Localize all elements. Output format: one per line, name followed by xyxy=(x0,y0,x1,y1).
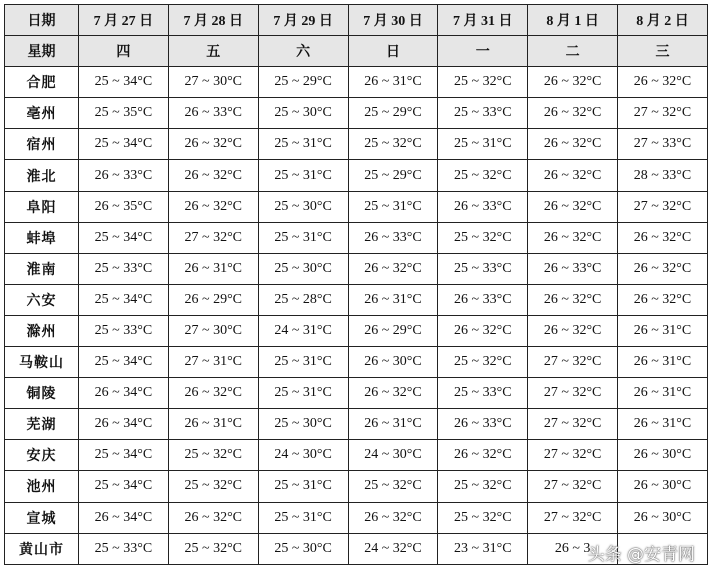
temperature-cell: 26 ~ 32°C xyxy=(348,253,438,284)
temperature-cell: 25 ~ 31°C xyxy=(438,129,528,160)
table-row xyxy=(5,502,708,533)
temperature-cell: 26 ~ 29°C xyxy=(348,315,438,346)
temperature-cell: 26 ~ 32°C xyxy=(618,284,708,315)
temperature-cell: 27 ~ 30°C xyxy=(168,67,258,98)
temperature-cell: 26 ~ 30°C xyxy=(618,440,708,471)
city-name-cell: 滁州 xyxy=(5,315,79,346)
temperature-cell: 25 ~ 34°C xyxy=(79,440,169,471)
table-row xyxy=(5,409,708,440)
date-cell: 8 月 2 日 xyxy=(618,5,708,36)
date-cell: 7 月 31 日 xyxy=(438,5,528,36)
temperature-cell: 26 ~ 34°C xyxy=(79,502,169,533)
temperature-cell: 26 ~ 33°C xyxy=(438,409,528,440)
temperature-cell: 25 ~ 32°C xyxy=(438,67,528,98)
watermark-text: 头条 @安青网 xyxy=(587,545,695,565)
temperature-cell: 26 ~ 31°C xyxy=(348,284,438,315)
weekday-cell: 三 xyxy=(618,36,708,67)
city-name-cell: 宿州 xyxy=(5,129,79,160)
temperature-cell: 26 ~ 33°C xyxy=(79,160,169,191)
table-row xyxy=(5,67,708,98)
temperature-cell: 27 ~ 30°C xyxy=(168,315,258,346)
temperature-cell: 25 ~ 29°C xyxy=(258,67,348,98)
temperature-cell: 26 ~ 32°C xyxy=(528,222,618,253)
city-name-cell: 亳州 xyxy=(5,98,79,129)
weekday-cell: 五 xyxy=(168,36,258,67)
temperature-cell: 25 ~ 32°C xyxy=(168,533,258,564)
temperature-cell: 26 ~ 33°C xyxy=(438,284,528,315)
temperature-cell: 25 ~ 33°C xyxy=(438,98,528,129)
temperature-cell: 26 ~ 32°C xyxy=(528,191,618,222)
temperature-cell: 27 ~ 32°C xyxy=(528,347,618,378)
temperature-cell: 26 ~ 31°C xyxy=(348,67,438,98)
table-row xyxy=(5,222,708,253)
temperature-cell: 25 ~ 28°C xyxy=(258,284,348,315)
date-cell: 8 月 1 日 xyxy=(528,5,618,36)
temperature-cell: 24 ~ 32°C xyxy=(348,533,438,564)
temperature-cell: 26 ~ 31°C xyxy=(168,253,258,284)
city-name-cell: 安庆 xyxy=(5,440,79,471)
temperature-cell: 23 ~ 31°C xyxy=(438,533,528,564)
table-row xyxy=(5,253,708,284)
temperature-cell: 28 ~ 33°C xyxy=(618,160,708,191)
temperature-cell: 25 ~ 34°C xyxy=(79,67,169,98)
temperature-cell: 26 ~ 30°C xyxy=(618,502,708,533)
temperature-cell: 27 ~ 32°C xyxy=(618,98,708,129)
temperature-cell: 27 ~ 32°C xyxy=(528,502,618,533)
temperature-cell: 25 ~ 30°C xyxy=(258,253,348,284)
temperature-cell: 25 ~ 33°C xyxy=(79,315,169,346)
temperature-cell: 25 ~ 32°C xyxy=(438,347,528,378)
temperature-cell: 26 ~ 32°C xyxy=(168,191,258,222)
table-row xyxy=(5,129,708,160)
forecast-table-container xyxy=(4,4,707,565)
date-cell: 7 月 29 日 xyxy=(258,5,348,36)
table-row xyxy=(5,98,708,129)
temperature-cell: 26 ~ 32°C xyxy=(528,284,618,315)
date-cell: 7 月 28 日 xyxy=(168,5,258,36)
city-name-cell: 芜湖 xyxy=(5,409,79,440)
temperature-cell: 26 ~ 32°C xyxy=(528,160,618,191)
temperature-cell: 27 ~ 31°C xyxy=(168,347,258,378)
temperature-cell: 26 ~ 3 xyxy=(528,533,618,564)
weekday-cell: 四 xyxy=(79,36,169,67)
city-name-cell: 蚌埠 xyxy=(5,222,79,253)
temperature-cell: 25 ~ 33°C xyxy=(438,378,528,409)
table-row xyxy=(5,160,708,191)
temperature-cell: 26 ~ 33°C xyxy=(528,253,618,284)
city-name-cell: 黄山市 xyxy=(5,533,79,564)
temperature-cell: 27 ~ 32°C xyxy=(528,471,618,502)
temperature-cell: 25 ~ 34°C xyxy=(79,129,169,160)
city-name-cell: 合肥 xyxy=(5,67,79,98)
temperature-cell: 25 ~ 30°C xyxy=(258,533,348,564)
temperature-cell: 25 ~ 31°C xyxy=(258,378,348,409)
temperature-cell: 25 ~ 33°C xyxy=(79,533,169,564)
date-cell: 7 月 30 日 xyxy=(348,5,438,36)
temperature-cell: 26 ~ 33°C xyxy=(438,191,528,222)
table-row xyxy=(5,347,708,378)
temperature-cell: 26 ~ 32°C xyxy=(618,67,708,98)
temperature-cell: 25 ~ 31°C xyxy=(258,347,348,378)
temperature-cell: 26 ~ 32°C xyxy=(168,378,258,409)
temperature-cell: 24 ~ 30°C xyxy=(258,440,348,471)
temperature-cell: 26 ~ 31°C xyxy=(168,409,258,440)
weekday-header-row xyxy=(5,36,708,67)
temperature-cell: 25 ~ 31°C xyxy=(258,129,348,160)
temperature-cell: 26 ~ 32°C xyxy=(528,67,618,98)
temperature-cell: 26 ~ 30°C xyxy=(348,347,438,378)
temperature-cell: 25 ~ 32°C xyxy=(168,440,258,471)
city-name-cell: 六安 xyxy=(5,284,79,315)
temperature-cell: 25 ~ 32°C xyxy=(348,129,438,160)
temperature-cell: 26 ~ 32°C xyxy=(168,502,258,533)
temperature-cell: 25 ~ 29°C xyxy=(348,160,438,191)
temperature-cell: 24 ~ 31°C xyxy=(258,315,348,346)
temperature-cell: 26 ~ 32°C xyxy=(168,129,258,160)
temperature-cell: 26 ~ 32°C xyxy=(528,315,618,346)
temperature-cell: 26 ~ 32°C xyxy=(348,378,438,409)
table-row xyxy=(5,378,708,409)
temperature-cell: 26 ~ 32°C xyxy=(618,222,708,253)
table-row xyxy=(5,315,708,346)
date-row-label: 日期 xyxy=(5,5,79,36)
temperature-cell: 26 ~ 30°C xyxy=(618,471,708,502)
temperature-cell: 24 ~ 30°C xyxy=(348,440,438,471)
temperature-cell: 25 ~ 34°C xyxy=(79,284,169,315)
temperature-forecast-table xyxy=(4,4,708,565)
city-name-cell: 淮北 xyxy=(5,160,79,191)
weekday-cell: 一 xyxy=(438,36,528,67)
temperature-cell: 26 ~ 31°C xyxy=(618,315,708,346)
temperature-cell: 25 ~ 31°C xyxy=(258,471,348,502)
temperature-cell: 26 ~ 32°C xyxy=(438,315,528,346)
city-name-cell: 宣城 xyxy=(5,502,79,533)
temperature-cell: 25 ~ 32°C xyxy=(438,471,528,502)
temperature-cell: 25 ~ 30°C xyxy=(258,98,348,129)
temperature-cell: 25 ~ 30°C xyxy=(258,409,348,440)
temperature-cell: 26 ~ 29°C xyxy=(168,284,258,315)
city-name-cell: 阜阳 xyxy=(5,191,79,222)
temperature-cell: 27 ~ 32°C xyxy=(528,440,618,471)
weekday-cell: 二 xyxy=(528,36,618,67)
table-row xyxy=(5,471,708,502)
temperature-cell: 27 ~ 33°C xyxy=(618,129,708,160)
temperature-cell: 26 ~ 33°C xyxy=(168,98,258,129)
temperature-cell: 25 ~ 32°C xyxy=(438,502,528,533)
temperature-cell: 25 ~ 31°C xyxy=(258,502,348,533)
temperature-cell: 25 ~ 31°C xyxy=(348,191,438,222)
table-row xyxy=(5,191,708,222)
city-name-cell: 铜陵 xyxy=(5,378,79,409)
temperature-cell: 25 ~ 34°C xyxy=(79,471,169,502)
temperature-cell: 26 ~ 31°C xyxy=(618,378,708,409)
temperature-cell: 26 ~ 31°C xyxy=(348,409,438,440)
temperature-cell: 26 ~ 32°C xyxy=(168,160,258,191)
temperature-cell: 26 ~ 34°C xyxy=(79,409,169,440)
temperature-cell: 25 ~ 31°C xyxy=(258,160,348,191)
temperature-cell: 25 ~ 32°C xyxy=(438,160,528,191)
forecast-table-body xyxy=(5,67,708,565)
table-row xyxy=(5,284,708,315)
temperature-cell: 25 ~ 35°C xyxy=(79,98,169,129)
temperature-cell: 25 ~ 32°C xyxy=(438,222,528,253)
temperature-cell: 25 ~ 31°C xyxy=(258,222,348,253)
temperature-cell: 26 ~ 31°C xyxy=(618,409,708,440)
temperature-cell: 25 ~ 30°C xyxy=(258,191,348,222)
temperature-cell: 26 ~ 34°C xyxy=(79,378,169,409)
temperature-cell: 25 ~ 32°C xyxy=(168,471,258,502)
city-name-cell: 池州 xyxy=(5,471,79,502)
temperature-cell: 25 ~ 29°C xyxy=(348,98,438,129)
temperature-cell: 27 ~ 32°C xyxy=(618,191,708,222)
table-row xyxy=(5,440,708,471)
date-cell: 7 月 27 日 xyxy=(79,5,169,36)
temperature-cell: 27 ~ 32°C xyxy=(168,222,258,253)
temperature-cell: 26 ~ 32°C xyxy=(528,129,618,160)
temperature-cell: 25 ~ 33°C xyxy=(79,253,169,284)
temperature-cell: 26 ~ 32°C xyxy=(438,440,528,471)
weekday-cell: 六 xyxy=(258,36,348,67)
temperature-cell: 26 ~ 32°C xyxy=(528,98,618,129)
temperature-cell: 26 ~ 32°C xyxy=(618,253,708,284)
temperature-cell: 26 ~ 31°C xyxy=(618,347,708,378)
temperature-cell: 26 ~ 35°C xyxy=(79,191,169,222)
date-header-row xyxy=(5,5,708,36)
temperature-cell: 27 ~ 32°C xyxy=(528,378,618,409)
temperature-cell: 27 ~ 32°C xyxy=(528,409,618,440)
temperature-cell: 26 ~ 32°C xyxy=(348,502,438,533)
city-name-cell: 淮南 xyxy=(5,253,79,284)
temperature-cell: 25 ~ 34°C xyxy=(79,222,169,253)
weekday-cell: 日 xyxy=(348,36,438,67)
temperature-cell: 26 ~ 33°C xyxy=(348,222,438,253)
temperature-cell: 25 ~ 34°C xyxy=(79,347,169,378)
city-name-cell: 马鞍山 xyxy=(5,347,79,378)
temperature-cell: 25 ~ 33°C xyxy=(438,253,528,284)
weekday-row-label: 星期 xyxy=(5,36,79,67)
temperature-cell: 25 ~ 32°C xyxy=(348,471,438,502)
